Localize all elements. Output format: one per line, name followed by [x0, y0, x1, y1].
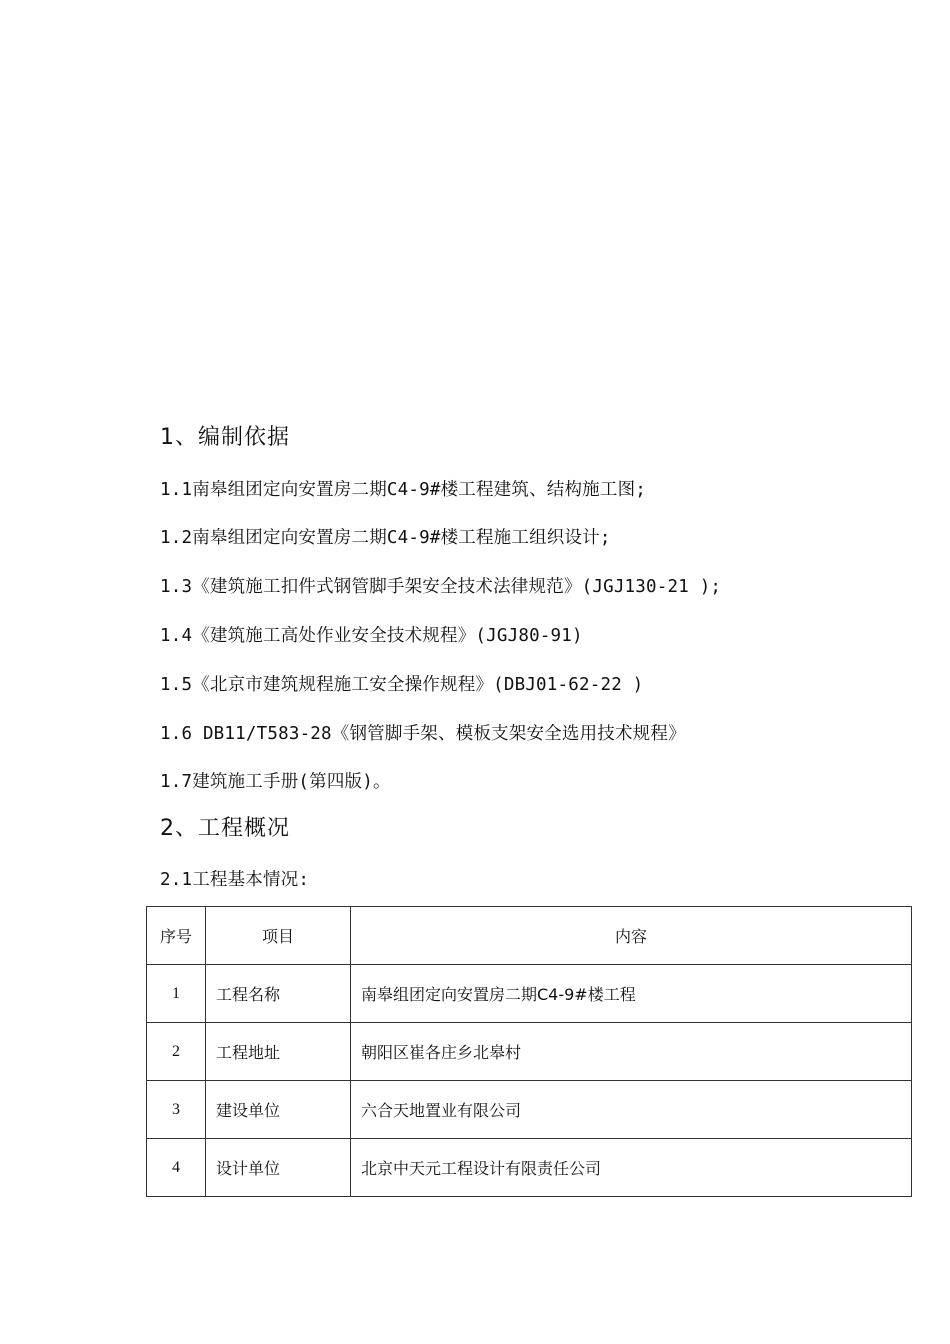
- row-content: 朝阳区崔各庄乡北皋村: [351, 1023, 912, 1081]
- section2-heading: 2、工程概况: [160, 816, 290, 841]
- table-row: [147, 1081, 912, 1139]
- row-index: 1: [147, 965, 206, 1023]
- section2-subheading: 2.1工程基本情况:: [160, 870, 310, 890]
- row-index: 3: [147, 1081, 206, 1139]
- row-index: 2: [147, 1023, 206, 1081]
- table-row: [147, 965, 912, 1023]
- header-content: 内容: [351, 907, 912, 965]
- header-index: 序号: [147, 907, 206, 965]
- basis-item-3: 1.3《建筑施工扣件式钢管脚手架安全技术法律规范》(JGJ130-21 );: [160, 577, 722, 597]
- basis-item-6: 1.6 DB11/T583-28《钢管脚手架、模板支架安全选用技术规程》: [160, 724, 686, 744]
- table-header-row: [147, 907, 912, 965]
- row-item: 建设单位: [206, 1081, 351, 1139]
- row-item: 工程地址: [206, 1023, 351, 1081]
- basis-item-1: 1.1南皋组团定向安置房二期C4-9#楼工程建筑、结构施工图;: [160, 480, 647, 500]
- project-info-table: [146, 906, 912, 1197]
- row-item: 设计单位: [206, 1139, 351, 1197]
- basis-item-7: 1.7建筑施工手册(第四版)。: [160, 772, 391, 792]
- row-content: 六合天地置业有限公司: [351, 1081, 912, 1139]
- row-item: 工程名称: [206, 965, 351, 1023]
- basis-item-4: 1.4《建筑施工高处作业安全技术规程》(JGJ80-91): [160, 626, 583, 646]
- row-content: 南皋组团定向安置房二期C4-9#楼工程: [351, 965, 912, 1023]
- basis-item-5: 1.5《北京市建筑规程施工安全操作规程》(DBJ01-62-22 ): [160, 675, 644, 695]
- table-row: [147, 1139, 912, 1197]
- row-content: 北京中天元工程设计有限责任公司: [351, 1139, 912, 1197]
- table-row: [147, 1023, 912, 1081]
- basis-item-2: 1.2南皋组团定向安置房二期C4-9#楼工程施工组织设计;: [160, 528, 611, 548]
- row-index: 4: [147, 1139, 206, 1197]
- header-item: 项目: [206, 907, 351, 965]
- section1-heading: 1、编制依据: [160, 425, 290, 450]
